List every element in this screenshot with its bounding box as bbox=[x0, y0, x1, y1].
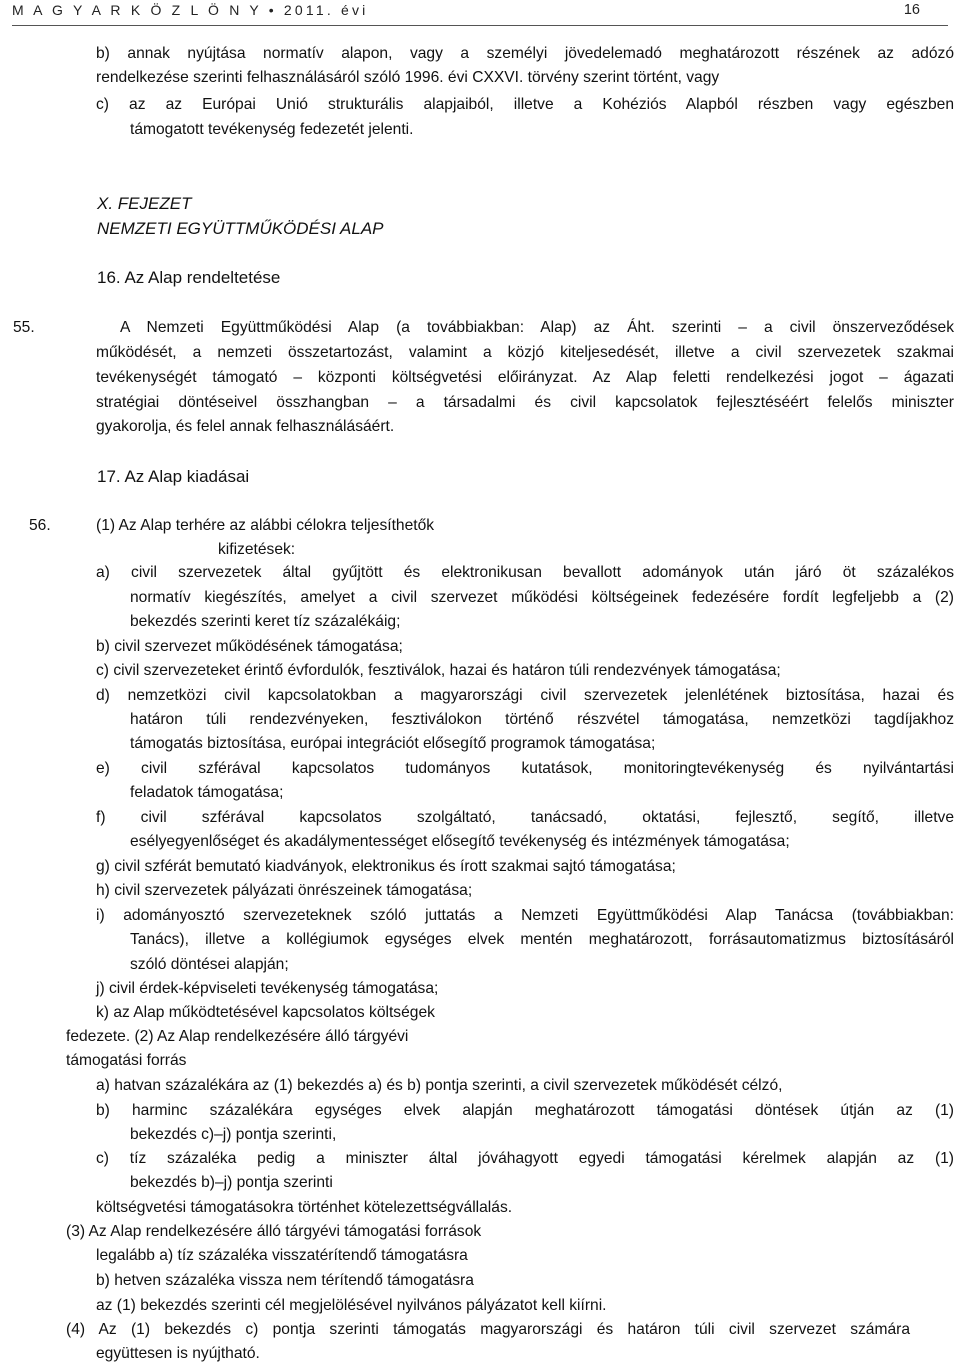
header-rule bbox=[12, 25, 948, 26]
p56-i-line3: szóló döntései alapján; bbox=[130, 956, 289, 973]
p56-k-line2: fedezete. (2) Az Alap rendelkezésére álló tárgyévi bbox=[66, 1028, 409, 1045]
p55-line2: működését, a nemzeti összetartozást, valamint a közjó kiteljesedését, illetve a civil szervezetek szakmai bbox=[96, 344, 954, 361]
chapter-number: X. FEJEZET bbox=[97, 194, 192, 213]
p56-2-b-line2: bekezdés c)–j) pontja szerinti, bbox=[130, 1126, 337, 1143]
p56-3: (3) Az Alap rendelkezésére álló tárgyévi támogatási források bbox=[66, 1223, 482, 1240]
p56-a-line3: bekezdés szerinti keret tíz százalékáig; bbox=[130, 613, 401, 630]
p56-3-end: az (1) bekezdés szerinti cél megjelölésével nyilvános pályázatot kell kiírni. bbox=[96, 1297, 607, 1314]
p56-line1: (1) Az Alap terhére az alábbi célokra teljesíthetők bbox=[96, 517, 435, 534]
section-17-heading bbox=[97, 467, 249, 487]
intro-c-line2: támogatott tevékenység fedezetét jelenti. bbox=[130, 121, 414, 138]
p56-i-line2: Tanács), illetve a kollégiumok egységes elvek mentén meghatározott, forrásautomatizmus biztosításáról bbox=[130, 931, 954, 948]
intro-c-line1: c) az az Európai Unió strukturális alapjaiból, illetve a Kohéziós Alapból részben vagy egészben bbox=[96, 96, 954, 113]
paragraph-number: 56. bbox=[29, 517, 51, 534]
p56-b: b) civil szervezet működésének támogatása; bbox=[96, 638, 403, 655]
paragraph-number: 55. bbox=[13, 319, 35, 336]
p56-e-line2: feladatok támogatása; bbox=[130, 784, 284, 801]
p56-line2: kifizetések: bbox=[218, 541, 296, 558]
p56-2-c-line2: bekezdés b)–j) pontja szerinti bbox=[130, 1174, 333, 1191]
p55-line4: stratégiai döntéseivel összhangban – a társadalmi és civil kapcsolatok fejlesztéséért felelős miniszter bbox=[96, 394, 954, 411]
journal-title: M A G Y A R K Ö Z L Ö N Y • 2011. évi bbox=[12, 2, 369, 18]
section-number: 16. bbox=[97, 268, 121, 287]
p56-2-b-line1: b) harminc százalékára egységes elvek alapján meghatározott támogatási döntések útján az (1) bbox=[96, 1102, 954, 1119]
intro-b-line2: rendelkezése szerinti felhasználásáról szóló 1996. évi CXXVI. törvény szerint történt, vagy bbox=[96, 69, 720, 86]
p55-line1: A Nemzeti Együttműködési Alap (a továbbiakban: Alap) az Áht. szerinti – a civil önszerveződések bbox=[120, 319, 954, 336]
chapter-title: NEMZETI EGYÜTTMŰKÖDÉSI ALAP bbox=[97, 219, 384, 238]
page-number: 16 bbox=[903, 2, 920, 18]
paragraph-56-number bbox=[29, 516, 65, 536]
section-16-heading bbox=[97, 268, 280, 288]
p56-4-line1: (4) Az (1) bekezdés c) pontja szerinti támogatás magyarországi és határon túli civil szervezet számára bbox=[66, 1321, 910, 1338]
p56-f-line2: esélyegyenlőséget és akadálymentességet elősegítő tevékenység és intézmények támogatása; bbox=[130, 833, 790, 850]
p56-d-line2: határon túli rendezvényeken, fesztiválokon történő részvétel támogatása, nemzetközi tagdíjakhoz bbox=[130, 711, 954, 728]
p56-2-end: költségvetési támogatásokra történhet kötelezettségvállalás. bbox=[96, 1199, 513, 1216]
p56-f-line1: f) civil szférával kapcsolatos szolgáltató, tanácsadó, oktatási, fejlesztő, segítő, illetve bbox=[96, 809, 954, 826]
intro-b-line1: b) annak nyújtása normatív alapon, vagy a személyi jövedelemadó meghatározott részének az adózó bbox=[96, 45, 954, 62]
p56-2-c-line1: c) tíz százaléka pedig a miniszter által jóváhagyott egyedi támogatási kérelmek alapján az (1) bbox=[96, 1150, 954, 1167]
p56-a-line1: a) civil szervezetek által gyűjtött és elektronikusan bevallott adományok után járó öt százalékos bbox=[96, 564, 954, 581]
paragraph-55-number bbox=[13, 318, 49, 338]
p56-k-line3: támogatási forrás bbox=[66, 1052, 187, 1069]
section-title: Az Alap kiadásai bbox=[124, 467, 250, 486]
section-number: 17. bbox=[97, 467, 121, 486]
p56-3-b: b) hetven százaléka vissza nem térítendő támogatásra bbox=[96, 1272, 474, 1289]
p56-d-line1: d) nemzetközi civil kapcsolatokban a magyarországi civil szervezetek jelenlétének biztosítása, hazai és bbox=[96, 687, 954, 704]
p56-2-a: a) hatvan százalékára az (1) bekezdés a) és b) pontja szerinti, a civil szervezetek működését célzó, bbox=[96, 1077, 783, 1094]
p56-a-line2: normatív kiegészítés, amelyet a civil szervezet működési költségeinek fedezésére fordít legfeljebb a (2) bbox=[130, 589, 954, 606]
p56-e-line1: e) civil szférával kapcsolatos tudományos kutatások, monitoringtevékenység és nyilvántartási bbox=[96, 760, 954, 777]
p56-3-a: legalább a) tíz százaléka visszatérítendő támogatásra bbox=[96, 1247, 468, 1264]
p56-g: g) civil szférát bemutató kiadványok, elektronikus és írott szakmai sajtó támogatása; bbox=[96, 858, 676, 875]
p55-line5: gyakorolja, és felel annak felhasználásáért. bbox=[96, 418, 395, 435]
p56-k: k) az Alap működtetésével kapcsolatos költségek bbox=[96, 1004, 435, 1021]
p56-d-line3: támogatás biztosítása, európai integrációt elősegítő programok támogatása; bbox=[130, 735, 656, 752]
page-header bbox=[12, 0, 948, 30]
section-title: Az Alap rendeltetése bbox=[124, 268, 281, 287]
p56-c: c) civil szervezeteket érintő évfordulók, fesztiválok, hazai és határon túli rendezvények támogatása; bbox=[96, 662, 781, 679]
p56-j: j) civil érdek-képviseleti tevékenység támogatása; bbox=[96, 980, 439, 997]
p56-h: h) civil szervezetek pályázati önrészeinek támogatása; bbox=[96, 882, 473, 899]
p56-4-line2: együttesen is nyújtható. bbox=[96, 1345, 260, 1362]
p55-line3: tevékenységét támogató – központi költségvetési előirányzat. Az Alap feletti rendelkezési jogot – ágazati bbox=[96, 369, 954, 386]
p56-i-line1: i) adományosztó szervezeteknek szóló juttatás a Nemzeti Együttműködési Alap Tanácsa (továbbiakban: bbox=[96, 907, 954, 924]
